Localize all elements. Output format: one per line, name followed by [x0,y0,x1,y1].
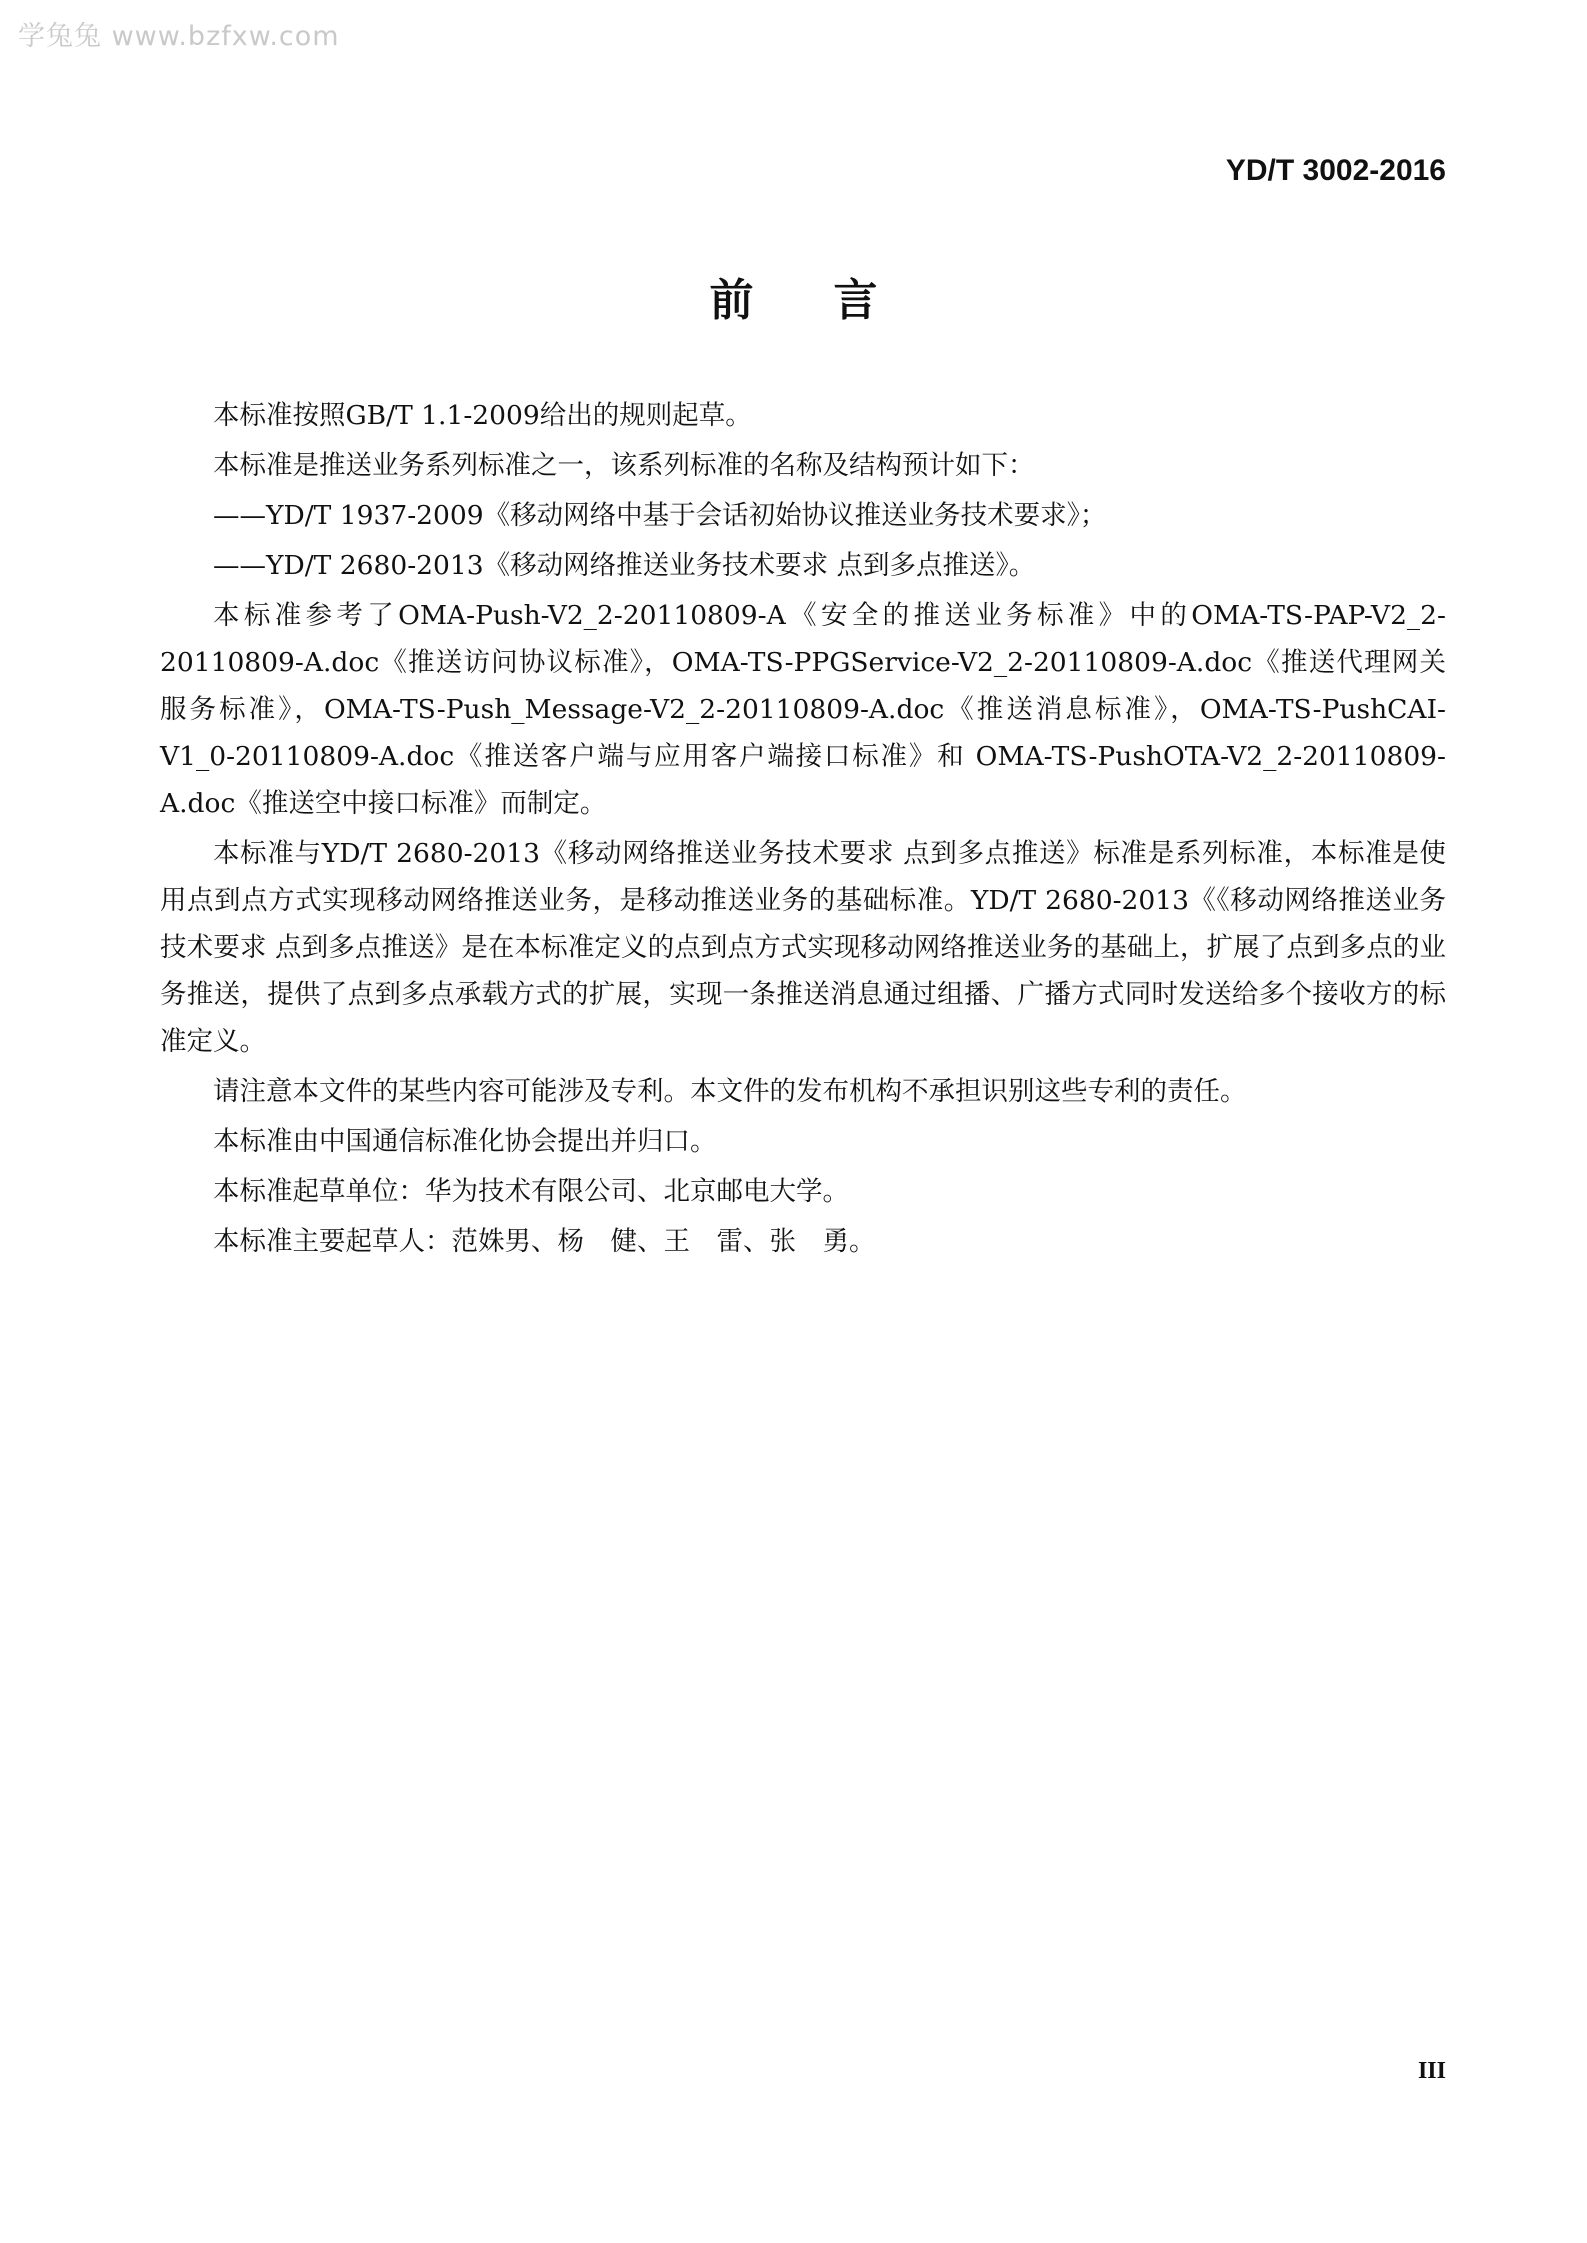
paragraph-series-intro: 本标准是推送业务系列标准之一，该系列标准的名称及结构预计如下： [213,450,1035,481]
list-item-series-1: ——YD/T 1937-2009《移动网络中基于会话初始协议推送业务技术要求》； [213,500,1107,531]
paragraph-proposer: 本标准由中国通信标准化协会提出并归口。 [213,1126,717,1157]
paragraph-relation: 本标准与YD/T 2680-2013《移动网络推送业务技术要求 点到多点推送》标准是系列标准，本标准是使用点到点方式实现移动网络推送业务，是移动推送业务的基础标准。YD/T 2680-2013《《移动网络推送业务技术要求 点到多点推送》是在本标准定义的点到点方式实现移动网络推送业务的基础上，扩展了点到多点的业务推送，提供了点到多点承载方式的扩展，实现一条推送消息通过组播、广播方式同时发送给多个接收方的标准定义。 [160,838,1446,1057]
watermark: 学兔兔 www.bzfxw.com [18,21,340,52]
paragraph-references: 本标准参考了OMA-Push-V2_2-20110809-A《安全的推送业务标准》中的OMA-TS-PAP-V2_2-20110809-A.doc《推送访问协议标准》，OMA-TS-PPGService-V2_2-20110809-A.doc《推送代理网关服务标准》，OMA-TS-Push_Message-V2_2-20110809-A.doc《推送消息标准》，OMA-TS-PushCAI-V1_0-20110809-A.doc《推送客户端与应用客户端接口标准》和 OMA-TS-PushOTA-V2_2-20110809-A.doc《推送空中接口标准》而制定。 [160,600,1446,819]
paragraph-drafting-units: 本标准起草单位：华为技术有限公司、北京邮电大学。 [213,1176,849,1207]
paragraph-drafting-rule: 本标准按照GB/T 1.1-2009给出的规则起草。 [213,400,752,431]
list-item-series-2: ——YD/T 2680-2013《移动网络推送业务技术要求 点到多点推送》。 [213,550,1036,581]
standard-code: YD/T 3002-2016 [1225,154,1446,187]
page-number: III [1417,2058,1446,2084]
paragraph-drafters: 本标准主要起草人：范姝男、杨 健、王 雷、张 勇。 [213,1226,876,1257]
page-title: 前言 [709,275,958,326]
paragraph-patent-notice: 请注意本文件的某些内容可能涉及专利。本文件的发布机构不承担识别这些专利的责任。 [213,1076,1247,1107]
foreword-body [160,392,1446,1268]
